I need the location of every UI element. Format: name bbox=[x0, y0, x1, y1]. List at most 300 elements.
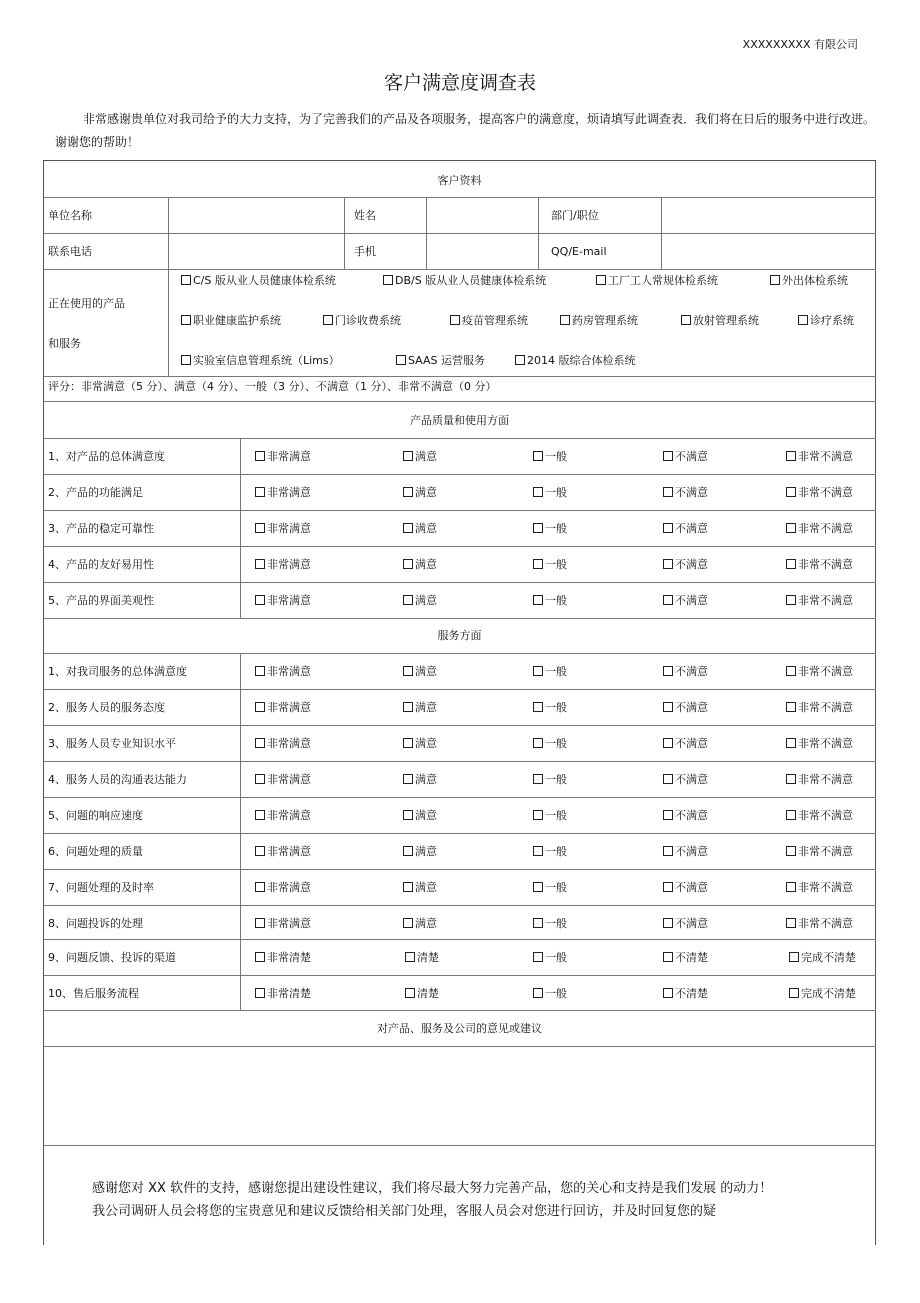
checkbox-icon[interactable] bbox=[789, 952, 799, 962]
checkbox-label: 一般 bbox=[545, 881, 567, 894]
checkbox-icon[interactable] bbox=[450, 315, 460, 325]
checkbox-label: 非常满意 bbox=[267, 917, 311, 930]
checkbox-icon[interactable] bbox=[663, 988, 673, 998]
checkbox-icon[interactable] bbox=[255, 846, 265, 856]
rating-option[interactable] bbox=[533, 665, 567, 679]
checkbox-icon[interactable] bbox=[663, 810, 673, 820]
rating-option[interactable] bbox=[663, 773, 708, 787]
checkbox-icon[interactable] bbox=[533, 810, 543, 820]
product-option[interactable] bbox=[396, 354, 485, 368]
rating-option[interactable] bbox=[533, 845, 567, 859]
rating-option[interactable] bbox=[403, 558, 437, 572]
checkbox-icon[interactable] bbox=[533, 952, 543, 962]
row-divider bbox=[43, 905, 876, 906]
question-label: 5、问题的响应速度 bbox=[48, 809, 143, 822]
rating-option[interactable] bbox=[255, 558, 311, 572]
products-label-2: 和服务 bbox=[48, 337, 81, 350]
rating-option[interactable] bbox=[403, 450, 437, 464]
column-divider bbox=[661, 197, 662, 269]
checkbox-label: 满意 bbox=[415, 917, 437, 930]
checkbox-label: 一般 bbox=[545, 845, 567, 858]
rating-option[interactable] bbox=[533, 701, 567, 715]
row-divider bbox=[43, 510, 876, 511]
rating-option[interactable] bbox=[403, 917, 437, 931]
checkbox-label: 非常满意 bbox=[267, 845, 311, 858]
scoring-legend: 评分：非常满意（5 分）、满意（4 分）、一般（3 分）、不满意（1 分）、非常不满意（0 分） bbox=[48, 380, 497, 393]
checkbox-icon[interactable] bbox=[255, 702, 265, 712]
checkbox-icon[interactable] bbox=[663, 523, 673, 533]
checkbox-label: 满意 bbox=[415, 450, 437, 463]
rating-option[interactable] bbox=[786, 917, 853, 931]
name-label: 姓名 bbox=[354, 209, 376, 222]
checkbox-label: 不满意 bbox=[675, 917, 708, 930]
checkbox-label: 完成不清楚 bbox=[801, 951, 856, 964]
checkbox-icon[interactable] bbox=[533, 666, 543, 676]
checkbox-icon[interactable] bbox=[396, 355, 406, 365]
question-label: 9、问题反馈、投诉的渠道 bbox=[48, 951, 176, 964]
row-divider bbox=[43, 653, 876, 654]
rating-option[interactable] bbox=[403, 881, 437, 895]
rating-option[interactable] bbox=[786, 665, 853, 679]
checkbox-icon[interactable] bbox=[786, 595, 796, 605]
row-divider bbox=[43, 797, 876, 798]
suggestions-textarea[interactable] bbox=[46, 1049, 873, 1143]
checkbox-icon[interactable] bbox=[533, 918, 543, 928]
checkbox-icon[interactable] bbox=[533, 702, 543, 712]
rating-option[interactable] bbox=[403, 737, 437, 751]
checkbox-icon[interactable] bbox=[533, 523, 543, 533]
checkbox-icon[interactable] bbox=[786, 487, 796, 497]
checkbox-icon[interactable] bbox=[663, 559, 673, 569]
rating-option[interactable] bbox=[403, 665, 437, 679]
rating-option[interactable] bbox=[255, 486, 311, 500]
rating-option[interactable] bbox=[786, 881, 853, 895]
product-option[interactable] bbox=[798, 314, 854, 328]
rating-option[interactable] bbox=[533, 594, 567, 608]
rating-option[interactable] bbox=[789, 951, 856, 965]
section-title-product: 产品质量和使用方面 bbox=[410, 414, 509, 427]
rating-option[interactable] bbox=[403, 486, 437, 500]
section-title-suggestions: 对产品、服务及公司的意见或建议 bbox=[377, 1022, 542, 1035]
checkbox-label: 不清楚 bbox=[675, 951, 708, 964]
checkbox-icon[interactable] bbox=[255, 523, 265, 533]
checkbox-label: 一般 bbox=[545, 558, 567, 571]
unit-name-label: 单位名称 bbox=[48, 209, 92, 222]
checkbox-label: 非常不满意 bbox=[798, 701, 853, 714]
checkbox-icon[interactable] bbox=[403, 559, 413, 569]
product-option[interactable] bbox=[770, 274, 848, 288]
checkbox-icon[interactable] bbox=[403, 918, 413, 928]
products-label: 正在使用的产品 bbox=[48, 297, 125, 310]
checkbox-label: 满意 bbox=[415, 845, 437, 858]
checkbox-icon[interactable] bbox=[181, 275, 191, 285]
row-divider bbox=[43, 618, 876, 619]
checkbox-label: 一般 bbox=[545, 773, 567, 786]
checkbox-icon[interactable] bbox=[533, 846, 543, 856]
rating-option[interactable] bbox=[403, 773, 437, 787]
question-label: 4、产品的友好易用性 bbox=[48, 558, 154, 571]
column-divider bbox=[344, 197, 345, 269]
section-title-customer: 客户资料 bbox=[437, 174, 482, 187]
checkbox-label: 非常满意 bbox=[267, 809, 311, 822]
name-input[interactable] bbox=[428, 200, 540, 231]
rating-option[interactable] bbox=[255, 987, 311, 1001]
checkbox-label: 不满意 bbox=[675, 665, 708, 678]
checkbox-icon[interactable] bbox=[255, 952, 265, 962]
rating-option[interactable] bbox=[786, 594, 853, 608]
question-label: 3、服务人员专业知识水平 bbox=[48, 737, 176, 750]
checkbox-icon[interactable] bbox=[663, 702, 673, 712]
rating-option[interactable] bbox=[663, 558, 708, 572]
product-option[interactable] bbox=[560, 314, 638, 328]
rating-option[interactable] bbox=[533, 450, 567, 464]
question-label: 8、问题投诉的处理 bbox=[48, 917, 143, 930]
checkbox-label: 非常清楚 bbox=[267, 987, 311, 1000]
row-divider bbox=[43, 582, 876, 583]
checkbox-icon[interactable] bbox=[786, 918, 796, 928]
checkbox-icon[interactable] bbox=[786, 846, 796, 856]
checkbox-label: 非常清楚 bbox=[267, 951, 311, 964]
checkbox-label: 一般 bbox=[545, 522, 567, 535]
checkbox-icon[interactable] bbox=[663, 774, 673, 784]
checkbox-label: 清楚 bbox=[417, 951, 439, 964]
checkbox-icon[interactable] bbox=[403, 846, 413, 856]
checkbox-icon[interactable] bbox=[403, 523, 413, 533]
column-divider bbox=[240, 438, 241, 618]
suggestions-bottom-border bbox=[43, 1145, 876, 1146]
rating-option[interactable] bbox=[533, 522, 567, 536]
checkbox-icon[interactable] bbox=[663, 595, 673, 605]
checkbox-label: 一般 bbox=[545, 987, 567, 1000]
mobile-input[interactable] bbox=[428, 236, 540, 267]
phone-input[interactable] bbox=[170, 236, 346, 267]
rating-option[interactable] bbox=[533, 917, 567, 931]
checkbox-icon[interactable] bbox=[403, 451, 413, 461]
rating-option[interactable] bbox=[789, 987, 856, 1001]
checkbox-icon[interactable] bbox=[663, 738, 673, 748]
checkbox-label: 非常满意 bbox=[267, 881, 311, 894]
rating-option[interactable] bbox=[403, 701, 437, 715]
rating-option[interactable] bbox=[663, 522, 708, 536]
checkbox-icon[interactable] bbox=[403, 810, 413, 820]
checkbox-label: 工厂工人常规体检系统 bbox=[608, 274, 718, 287]
rating-option[interactable] bbox=[255, 450, 311, 464]
rating-option[interactable] bbox=[533, 881, 567, 895]
checkbox-icon[interactable] bbox=[405, 988, 415, 998]
checkbox-label: 不满意 bbox=[675, 594, 708, 607]
product-option[interactable] bbox=[181, 354, 340, 368]
rating-option[interactable] bbox=[533, 773, 567, 787]
checkbox-icon[interactable] bbox=[255, 451, 265, 461]
checkbox-label: 满意 bbox=[415, 486, 437, 499]
checkbox-icon[interactable] bbox=[255, 595, 265, 605]
checkbox-label: 非常满意 bbox=[267, 558, 311, 571]
checkbox-icon[interactable] bbox=[403, 487, 413, 497]
unit-name-input[interactable] bbox=[170, 200, 346, 231]
product-option[interactable] bbox=[450, 314, 528, 328]
rating-option[interactable] bbox=[786, 809, 853, 823]
checkbox-label: 非常不满意 bbox=[798, 881, 853, 894]
question-label: 4、服务人员的沟通表达能力 bbox=[48, 773, 187, 786]
checkbox-label: 不满意 bbox=[675, 845, 708, 858]
checkbox-icon[interactable] bbox=[786, 810, 796, 820]
checkbox-label: 一般 bbox=[545, 917, 567, 930]
rating-option[interactable] bbox=[255, 809, 311, 823]
rating-option[interactable] bbox=[255, 881, 311, 895]
checkbox-icon[interactable] bbox=[181, 315, 191, 325]
checkbox-label: 非常满意 bbox=[267, 737, 311, 750]
rating-option[interactable] bbox=[663, 917, 708, 931]
checkbox-label: 不满意 bbox=[675, 486, 708, 499]
checkbox-icon[interactable] bbox=[786, 702, 796, 712]
checkbox-label: 非常满意 bbox=[267, 522, 311, 535]
checkbox-icon[interactable] bbox=[403, 702, 413, 712]
product-option[interactable] bbox=[383, 274, 546, 288]
checkbox-icon[interactable] bbox=[663, 451, 673, 461]
row-divider bbox=[43, 438, 876, 439]
checkbox-label: 不满意 bbox=[675, 881, 708, 894]
rating-option[interactable] bbox=[663, 701, 708, 715]
checkbox-label: 药房管理系统 bbox=[572, 314, 638, 327]
product-option[interactable] bbox=[181, 314, 281, 328]
qq-email-label: QQ/E-mail bbox=[551, 245, 607, 258]
checkbox-label: DB/S 版从业人员健康体检系统 bbox=[395, 274, 547, 287]
checkbox-label: 一般 bbox=[545, 486, 567, 499]
question-label: 6、问题处理的质量 bbox=[48, 845, 143, 858]
checkbox-label: 非常不满意 bbox=[798, 809, 853, 822]
rating-option[interactable] bbox=[663, 737, 708, 751]
row-divider bbox=[43, 975, 876, 976]
checkbox-label: 清楚 bbox=[417, 987, 439, 1000]
product-option[interactable] bbox=[181, 274, 336, 288]
checkbox-icon[interactable] bbox=[663, 882, 673, 892]
row-divider bbox=[43, 833, 876, 834]
rating-option[interactable] bbox=[786, 701, 853, 715]
checkbox-icon[interactable] bbox=[533, 451, 543, 461]
checkbox-icon[interactable] bbox=[403, 882, 413, 892]
checkbox-icon[interactable] bbox=[663, 487, 673, 497]
checkbox-icon[interactable] bbox=[560, 315, 570, 325]
checkbox-label: C/S 版从业人员健康体检系统 bbox=[193, 274, 336, 287]
checkbox-label: 外出体检系统 bbox=[782, 274, 848, 287]
rating-option[interactable] bbox=[255, 951, 311, 965]
intro-text: 非常感谢贵单位对我司给予的大力支持，为了完善我们的产品及各项服务，提高客户的满意度，烦请填写此调查表．我们将在日后的服务中进行改进。谢谢您的帮助！ bbox=[55, 112, 876, 149]
dept-input[interactable] bbox=[663, 200, 878, 231]
rating-option[interactable] bbox=[786, 486, 853, 500]
checkbox-label: 不满意 bbox=[675, 701, 708, 714]
checkbox-icon[interactable] bbox=[663, 846, 673, 856]
phone-label: 联系电话 bbox=[48, 245, 92, 258]
product-option[interactable] bbox=[515, 354, 636, 368]
checkbox-label: 非常不满意 bbox=[798, 486, 853, 499]
checkbox-label: 不满意 bbox=[675, 450, 708, 463]
checkbox-label: 满意 bbox=[415, 665, 437, 678]
checkbox-label: 满意 bbox=[415, 809, 437, 822]
rating-option[interactable] bbox=[405, 987, 439, 1001]
checkbox-icon[interactable] bbox=[255, 774, 265, 784]
checkbox-label: 门诊收费系统 bbox=[335, 314, 401, 327]
rating-option[interactable] bbox=[786, 737, 853, 751]
checkbox-icon[interactable] bbox=[403, 595, 413, 605]
checkbox-icon[interactable] bbox=[255, 988, 265, 998]
checkbox-label: 满意 bbox=[415, 594, 437, 607]
checkbox-icon[interactable] bbox=[323, 315, 333, 325]
checkbox-icon[interactable] bbox=[786, 559, 796, 569]
checkbox-icon[interactable] bbox=[405, 952, 415, 962]
rating-option[interactable] bbox=[663, 987, 708, 1001]
rating-option[interactable] bbox=[533, 809, 567, 823]
rating-option[interactable] bbox=[533, 737, 567, 751]
checkbox-icon[interactable] bbox=[663, 666, 673, 676]
checkbox-label: 非常不满意 bbox=[798, 773, 853, 786]
rating-option[interactable] bbox=[786, 558, 853, 572]
rating-option[interactable] bbox=[663, 450, 708, 464]
checkbox-icon[interactable] bbox=[403, 774, 413, 784]
rating-option[interactable] bbox=[403, 594, 437, 608]
checkbox-icon[interactable] bbox=[663, 918, 673, 928]
rating-option[interactable] bbox=[403, 845, 437, 859]
rating-option[interactable] bbox=[533, 987, 567, 1001]
rating-option[interactable] bbox=[663, 809, 708, 823]
rating-option[interactable] bbox=[255, 845, 311, 859]
checkbox-icon[interactable] bbox=[786, 523, 796, 533]
product-option[interactable] bbox=[681, 314, 759, 328]
mobile-label: 手机 bbox=[354, 245, 376, 258]
checkbox-label: 非常满意 bbox=[267, 450, 311, 463]
checkbox-label: 非常不满意 bbox=[798, 594, 853, 607]
row-divider bbox=[43, 725, 876, 726]
rating-option[interactable] bbox=[533, 486, 567, 500]
checkbox-icon[interactable] bbox=[255, 559, 265, 569]
checkbox-label: 非常不满意 bbox=[798, 917, 853, 930]
checkbox-icon[interactable] bbox=[533, 882, 543, 892]
checkbox-icon[interactable] bbox=[681, 315, 691, 325]
rating-option[interactable] bbox=[663, 845, 708, 859]
column-divider bbox=[426, 197, 427, 269]
checkbox-icon[interactable] bbox=[515, 355, 525, 365]
checkbox-icon[interactable] bbox=[533, 559, 543, 569]
column-divider bbox=[240, 653, 241, 1010]
rating-option[interactable] bbox=[403, 809, 437, 823]
checkbox-icon[interactable] bbox=[533, 774, 543, 784]
checkbox-icon[interactable] bbox=[786, 666, 796, 676]
rating-option[interactable] bbox=[663, 665, 708, 679]
checkbox-label: 完成不清楚 bbox=[801, 987, 856, 1000]
checkbox-label: 满意 bbox=[415, 522, 437, 535]
checkbox-icon[interactable] bbox=[403, 666, 413, 676]
rating-option[interactable] bbox=[255, 917, 311, 931]
checkbox-icon[interactable] bbox=[786, 774, 796, 784]
checkbox-icon[interactable] bbox=[770, 275, 780, 285]
question-label: 10、售后服务流程 bbox=[48, 987, 139, 1000]
row-divider bbox=[43, 1010, 876, 1011]
checkbox-icon[interactable] bbox=[255, 487, 265, 497]
qq-email-input[interactable] bbox=[663, 236, 878, 267]
page-title: 客户满意度调查表 bbox=[383, 72, 536, 94]
rating-option[interactable] bbox=[405, 951, 439, 965]
checkbox-icon[interactable] bbox=[786, 451, 796, 461]
checkbox-label: 非常不满意 bbox=[798, 737, 853, 750]
checkbox-label: 一般 bbox=[545, 450, 567, 463]
checkbox-label: 放射管理系统 bbox=[693, 314, 759, 327]
rating-option[interactable] bbox=[533, 951, 567, 965]
checkbox-icon[interactable] bbox=[383, 275, 393, 285]
checkbox-icon[interactable] bbox=[255, 918, 265, 928]
rating-option[interactable] bbox=[255, 701, 311, 715]
checkbox-icon[interactable] bbox=[255, 666, 265, 676]
rating-option[interactable] bbox=[533, 558, 567, 572]
checkbox-icon[interactable] bbox=[181, 355, 191, 365]
checkbox-label: 疫苗管理系统 bbox=[462, 314, 528, 327]
question-label: 1、对产品的总体满意度 bbox=[48, 450, 165, 463]
checkbox-icon[interactable] bbox=[533, 595, 543, 605]
checkbox-icon[interactable] bbox=[255, 810, 265, 820]
checkbox-icon[interactable] bbox=[786, 882, 796, 892]
dept-label: 部门/职位 bbox=[551, 209, 599, 222]
rating-option[interactable] bbox=[255, 522, 311, 536]
checkbox-icon[interactable] bbox=[663, 952, 673, 962]
row-divider bbox=[43, 376, 876, 377]
row-divider bbox=[43, 689, 876, 690]
row-divider bbox=[43, 474, 876, 475]
question-label: 3、产品的稳定可靠性 bbox=[48, 522, 154, 535]
rating-option[interactable] bbox=[786, 773, 853, 787]
rating-option[interactable] bbox=[255, 737, 311, 751]
checkbox-label: 非常不满意 bbox=[798, 845, 853, 858]
checkbox-icon[interactable] bbox=[786, 738, 796, 748]
checkbox-icon[interactable] bbox=[533, 738, 543, 748]
checkbox-icon[interactable] bbox=[255, 882, 265, 892]
product-option[interactable] bbox=[323, 314, 401, 328]
checkbox-label: 不满意 bbox=[675, 773, 708, 786]
rating-option[interactable] bbox=[663, 486, 708, 500]
rating-option[interactable] bbox=[403, 522, 437, 536]
checkbox-icon[interactable] bbox=[789, 988, 799, 998]
checkbox-icon[interactable] bbox=[403, 738, 413, 748]
checkbox-icon[interactable] bbox=[533, 988, 543, 998]
checkbox-label: 2014 版综合体检系统 bbox=[527, 354, 636, 367]
rating-option[interactable] bbox=[786, 522, 853, 536]
checkbox-icon[interactable] bbox=[255, 738, 265, 748]
rating-option[interactable] bbox=[663, 951, 708, 965]
checkbox-label: 诊疗系统 bbox=[810, 314, 854, 327]
row-divider bbox=[43, 761, 876, 762]
rating-option[interactable] bbox=[663, 881, 708, 895]
rating-option[interactable] bbox=[255, 665, 311, 679]
checkbox-icon[interactable] bbox=[533, 487, 543, 497]
checkbox-label: 不满意 bbox=[675, 737, 708, 750]
product-option[interactable] bbox=[596, 274, 718, 288]
checkbox-label: 不满意 bbox=[675, 522, 708, 535]
rating-option[interactable] bbox=[255, 594, 311, 608]
checkbox-label: 满意 bbox=[415, 737, 437, 750]
checkbox-label: 非常满意 bbox=[267, 594, 311, 607]
thanks-text-1: 感谢您对 XX 软件的支持，感谢您提出建设性建议，我们将尽最大努力完善产品，您的关心和支持是我们发展 的动力！ bbox=[92, 1181, 773, 1196]
checkbox-label: 一般 bbox=[545, 594, 567, 607]
checkbox-label: 一般 bbox=[545, 665, 567, 678]
checkbox-icon[interactable] bbox=[798, 315, 808, 325]
rating-option[interactable] bbox=[786, 845, 853, 859]
rating-option[interactable] bbox=[255, 773, 311, 787]
checkbox-label: 一般 bbox=[545, 809, 567, 822]
checkbox-label: 满意 bbox=[415, 773, 437, 786]
checkbox-label: 非常不满意 bbox=[798, 558, 853, 571]
rating-option[interactable] bbox=[663, 594, 708, 608]
rating-option[interactable] bbox=[786, 450, 853, 464]
row-divider bbox=[43, 869, 876, 870]
checkbox-icon[interactable] bbox=[596, 275, 606, 285]
column-divider bbox=[538, 197, 539, 269]
